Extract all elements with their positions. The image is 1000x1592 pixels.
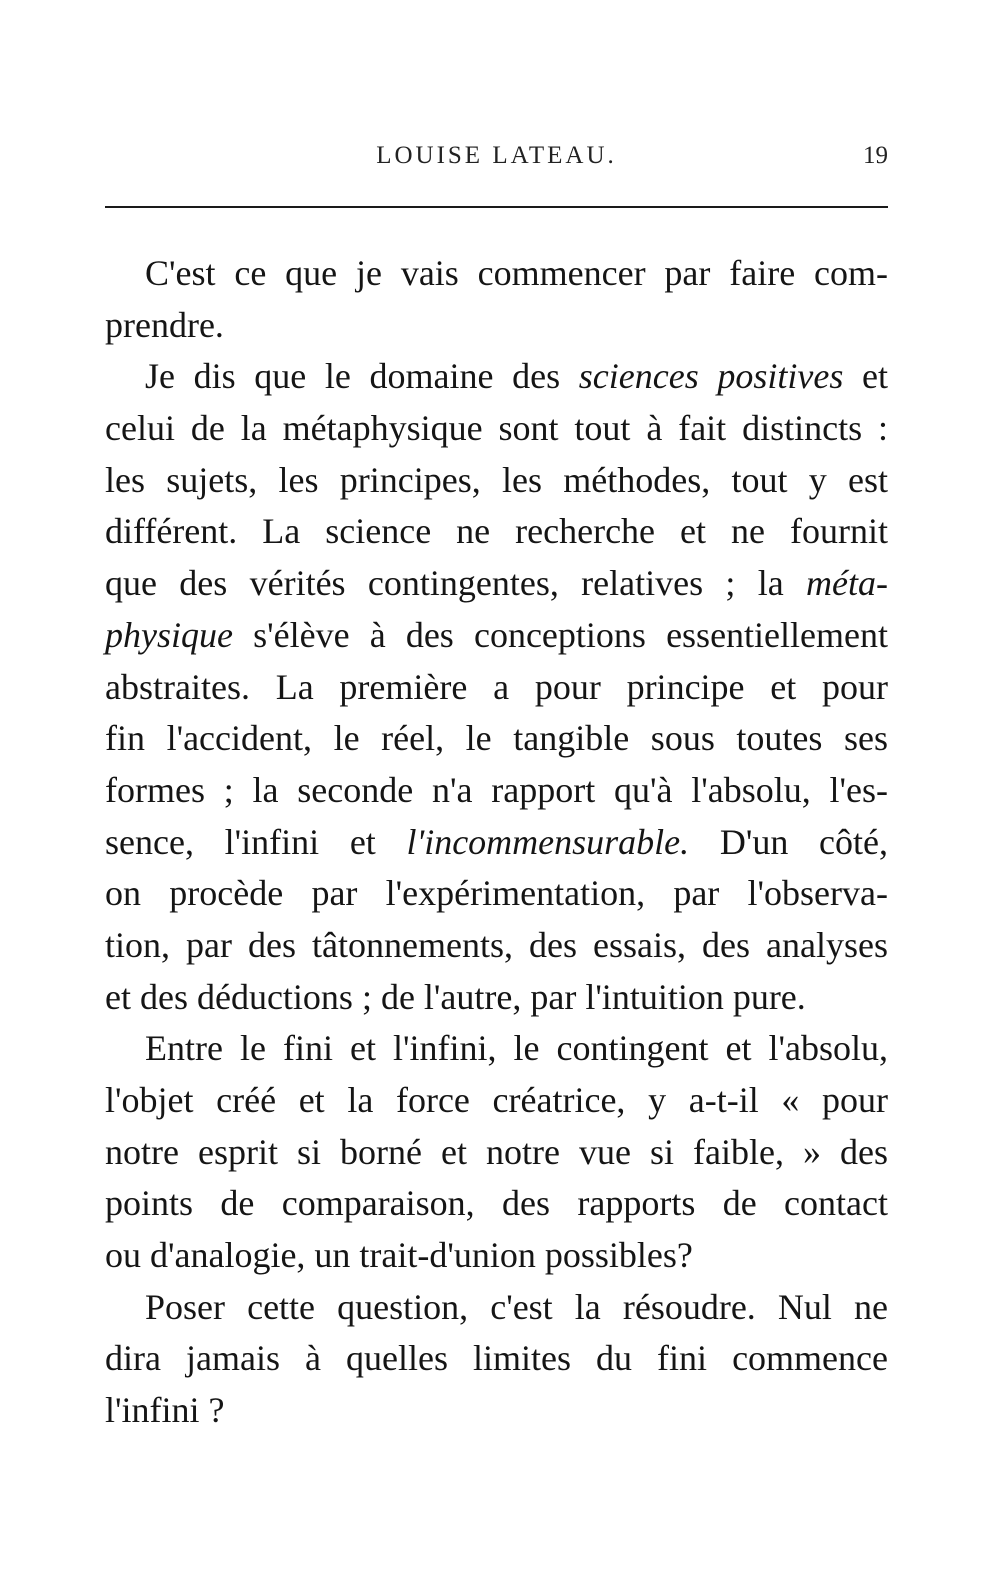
text-line: l'objet créé et la force créatrice, y a-t-il « pour	[105, 1080, 888, 1120]
text-line	[105, 558, 888, 610]
text-line: dira jamais à quelles limites du fini commence	[105, 1338, 888, 1379]
text-run: sence, l'infini et	[105, 821, 407, 862]
text-line: formes ; la seconde n'a rapport qu'à l'absolu, l'es-	[105, 769, 888, 810]
text-line	[105, 817, 888, 869]
italic-run: l'incommensurable.	[406, 821, 690, 862]
text-line: notre esprit si borné et notre vue si faible, » des	[105, 1131, 888, 1172]
text-line: celui de la métaphysique sont tout à fait distincts :	[105, 408, 888, 449]
running-title: LOUISE LATEAU.	[376, 142, 617, 169]
text-line: Entre le fini et l'infini, le contingent et l'absolu,	[145, 1028, 888, 1069]
text-run: s'élève à des conceptions essentiellement	[232, 614, 888, 655]
page-number: 19	[863, 142, 888, 169]
text-line: Poser cette question, c'est la résoudre. Nul ne	[145, 1286, 888, 1327]
text-run: Je dis que le domaine des	[145, 356, 579, 397]
text-line: et des déductions ; de l'autre, par l'intuition pure.	[105, 976, 806, 1017]
text-line: abstraites. La première a pour principe et pour	[105, 666, 888, 707]
text-line: C'est ce que je vais commencer par faire com-	[145, 253, 888, 293]
text-line: différent. La science ne recherche et ne fournit	[105, 511, 888, 552]
text-run: que des vérités contingentes, relatives ; la	[105, 563, 807, 604]
running-head	[105, 142, 888, 174]
text-line	[105, 610, 888, 662]
text-line: on procède par l'expérimentation, par l'observa-	[105, 873, 888, 914]
text-line: ou d'analogie, un trait-d'union possibles?	[105, 1235, 693, 1276]
text-run: et	[843, 356, 889, 397]
text-line: les sujets, les principes, les méthodes, tout y est	[105, 459, 888, 500]
body-text	[105, 248, 888, 1437]
text-line: prendre.	[105, 304, 224, 345]
text-run: D'un côté,	[689, 821, 888, 862]
text-line: fin l'accident, le réel, le tangible sous toutes ses	[105, 718, 888, 759]
header-rule	[105, 206, 888, 208]
italic-run: physique	[105, 614, 233, 655]
text-line: points de comparaison, des rapports de contact	[105, 1183, 888, 1224]
text-line: l'infini ?	[105, 1390, 225, 1431]
italic-run: sciences positives	[578, 356, 844, 397]
italic-run: méta-	[806, 563, 888, 604]
text-line	[105, 351, 888, 403]
text-line: tion, par des tâtonnements, des essais, des analyses	[105, 924, 888, 965]
